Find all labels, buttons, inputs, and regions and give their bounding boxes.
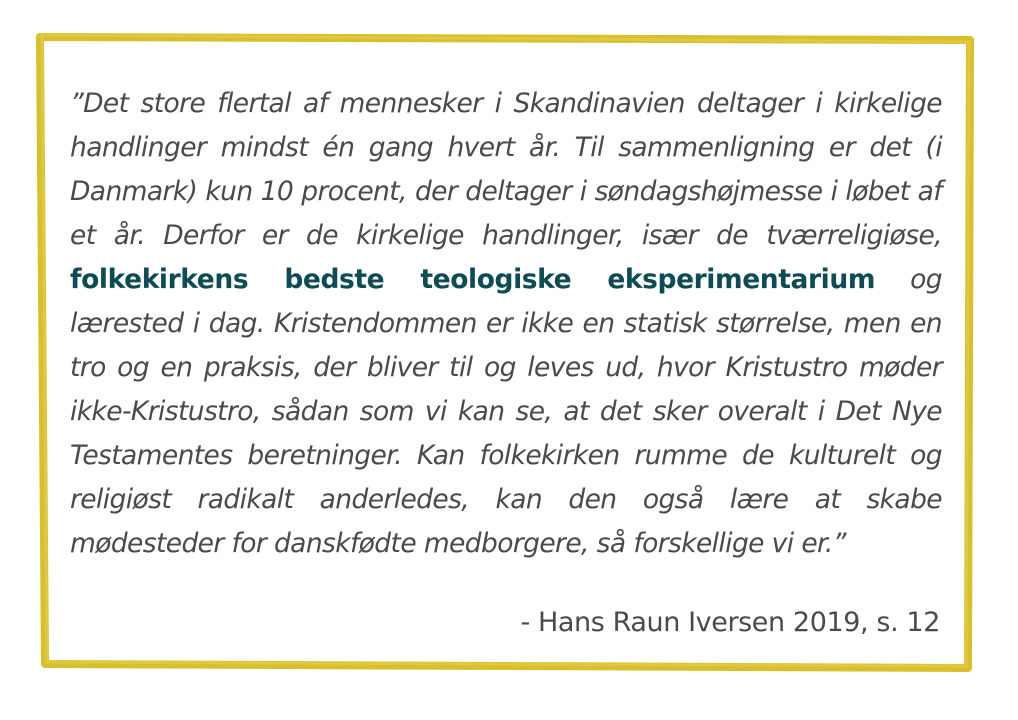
quote-text	[70, 82, 942, 566]
quote-highlight: folkekirkens bedste teologiske eksperimentarium	[70, 264, 876, 295]
quote-attribution: - Hans Raun Iversen 2019, s. 12	[520, 607, 940, 638]
quote-text-start: ”Det store flertal af mennesker i Skandinavien deltager i kirkelige handlinger mindst én gang hvert år. Til sammenligning er det (i Danmark) kun 10 procent, der deltager i søndagshøjmesse i løbet af et år. Derfor er de kirkelige handlinger, især de tværreligiøse,	[70, 88, 942, 251]
quote-text-end: og lærested i dag. Kristendommen er ikke en statisk størrelse, men en tro og en praksis, der bliver til og leves ud, hvor Kristustro møder ikke-Kristustro, sådan som vi kan se, at det sker overalt i Det Nye Testamentes beretninger. Kan folkekirken rumme de kulturelt og religiøst radikalt anderledes, kan den også lære at skabe mødesteder for danskfødte medborgere, så forskellige vi er.”	[70, 264, 942, 559]
